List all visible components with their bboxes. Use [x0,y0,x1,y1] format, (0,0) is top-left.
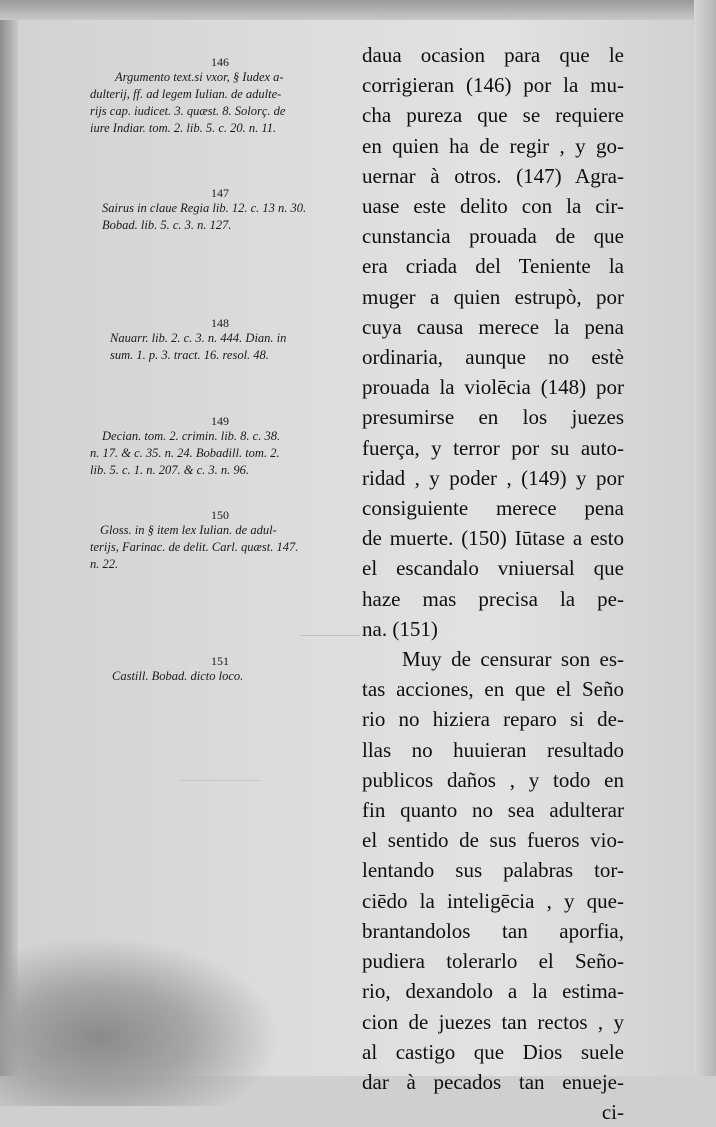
body-line: llas no huuieran resultado [362,737,624,762]
footnote-150 [90,508,330,573]
body-line: pudiera tolerarlo el Seño- [362,949,624,974]
body-line: brantandolos tan aporfia, [362,918,624,943]
body-line: rio, dexandolo a la estima- [362,979,624,1004]
footnote-line: iure Indiar. tom. 2. lib. 5. c. 20. n. 11. [90,121,277,135]
footnote-148 [90,316,330,364]
footnote-149 [90,414,330,479]
footnote-number: 151 [211,654,229,668]
body-line: lentando sus palabras tor- [362,858,624,883]
body-line: cha pureza que se requiere [362,103,624,128]
catchword: ci- [601,1100,624,1125]
page-top-edge [0,0,716,20]
footnote-line: Nauarr. lib. 2. c. 3. n. 444. Dian. in [110,331,287,345]
page-right-edge [694,0,716,1076]
footnote-line: Castill. Bobad. dicto loco. [112,669,244,683]
body-line: fuerça, y terror por su auto- [362,435,624,460]
footnote-line: lib. 5. c. 1. n. 207. & c. 3. n. 96. [90,463,250,477]
body-line: ciēdo la inteligēcia , y que- [362,888,624,913]
body-line: cion de juezes tan rectos , y [362,1009,624,1034]
body-line: na. (151) [362,616,438,641]
body-line: tas acciones, en que el Seño [362,677,624,702]
body-line: en quien ha de regir , y go- [362,133,624,158]
footnote-line: Decian. tom. 2. crimin. lib. 8. c. 38. [102,429,281,443]
body-line: cunstancia prouada de que [362,224,624,249]
body-line: publicos daños , y todo en [362,767,624,792]
bleed-through-mark [180,780,260,783]
footnote-line: rijs cap. iudicet. 3. quæst. 8. Solorç. de [90,104,286,118]
footnote-number: 150 [211,508,229,522]
body-line: ordinaria, aunque no estè [362,345,624,370]
footnote-151 [90,654,330,685]
body-line: era criada del Teniente la [362,254,624,279]
footnote-147 [90,186,330,234]
body-line: de muerte. (150) Iūtase a esto [362,526,624,551]
body-line: al castigo que Dios suele [362,1039,624,1064]
body-line: uernar à otros. (147) Agra- [362,163,624,188]
body-line: corrigieran (146) por la mu- [362,73,624,98]
footnote-line: Gloss. in § item lex Iulian. de adul- [100,523,277,537]
footnote-number: 148 [211,316,229,330]
bleed-through-mark [300,635,360,638]
main-text-column [362,40,624,1127]
body-line: rio no hiziera reparo si de- [362,707,624,732]
body-line: consiguiente merece pena [362,496,624,521]
footnote-number: 147 [211,186,229,200]
body-line: el escandalo vniuersal que [362,556,624,581]
footnote-line: sum. 1. p. 3. tract. 16. resol. 48. [110,348,269,362]
body-line: daua ocasion para que le [362,43,624,67]
footnote-line: n. 17. & c. 35. n. 24. Bobadill. tom. 2. [90,446,280,460]
body-line: muger a quien estrupò, por [362,284,624,309]
page-gutter-shadow [0,0,18,1076]
footnote-line: dulterij, ff. ad legem Iulian. de adulte- [90,87,282,101]
footnote-line: n. 22. [90,557,119,571]
footnote-line: Argumento text.si vxor, § Iudex a- [115,70,284,84]
body-line: haze mas precisa la pe- [362,586,624,611]
water-stain [0,936,280,1106]
paragraph-start-line: Muy de censurar son es- [402,647,624,672]
footnote-line: Bobad. lib. 5. c. 3. n. 127. [102,218,232,232]
body-line: prouada la violēcia (148) por [362,375,624,400]
body-line: presumirse en los juezes [362,405,624,430]
footnote-number: 146 [211,55,229,69]
body-line: dar à pecados tan enueje- [362,1069,624,1094]
footnote-number: 149 [211,414,229,428]
body-line: ridad , y poder , (149) y por [362,465,624,490]
footnote-line: Sairus in claue Regia lib. 12. c. 13 n. 30. [102,201,307,215]
body-line: uase este delito con la cir- [362,194,624,219]
footnote-146 [90,55,330,137]
footnote-line: terijs, Farinac. de delit. Carl. quæst. 147. [90,540,299,554]
body-line: fin quanto no sea adulterar [362,798,624,823]
body-line: cuya causa merece la pena [362,314,624,339]
body-line: el sentido de sus fueros vio- [362,828,624,853]
